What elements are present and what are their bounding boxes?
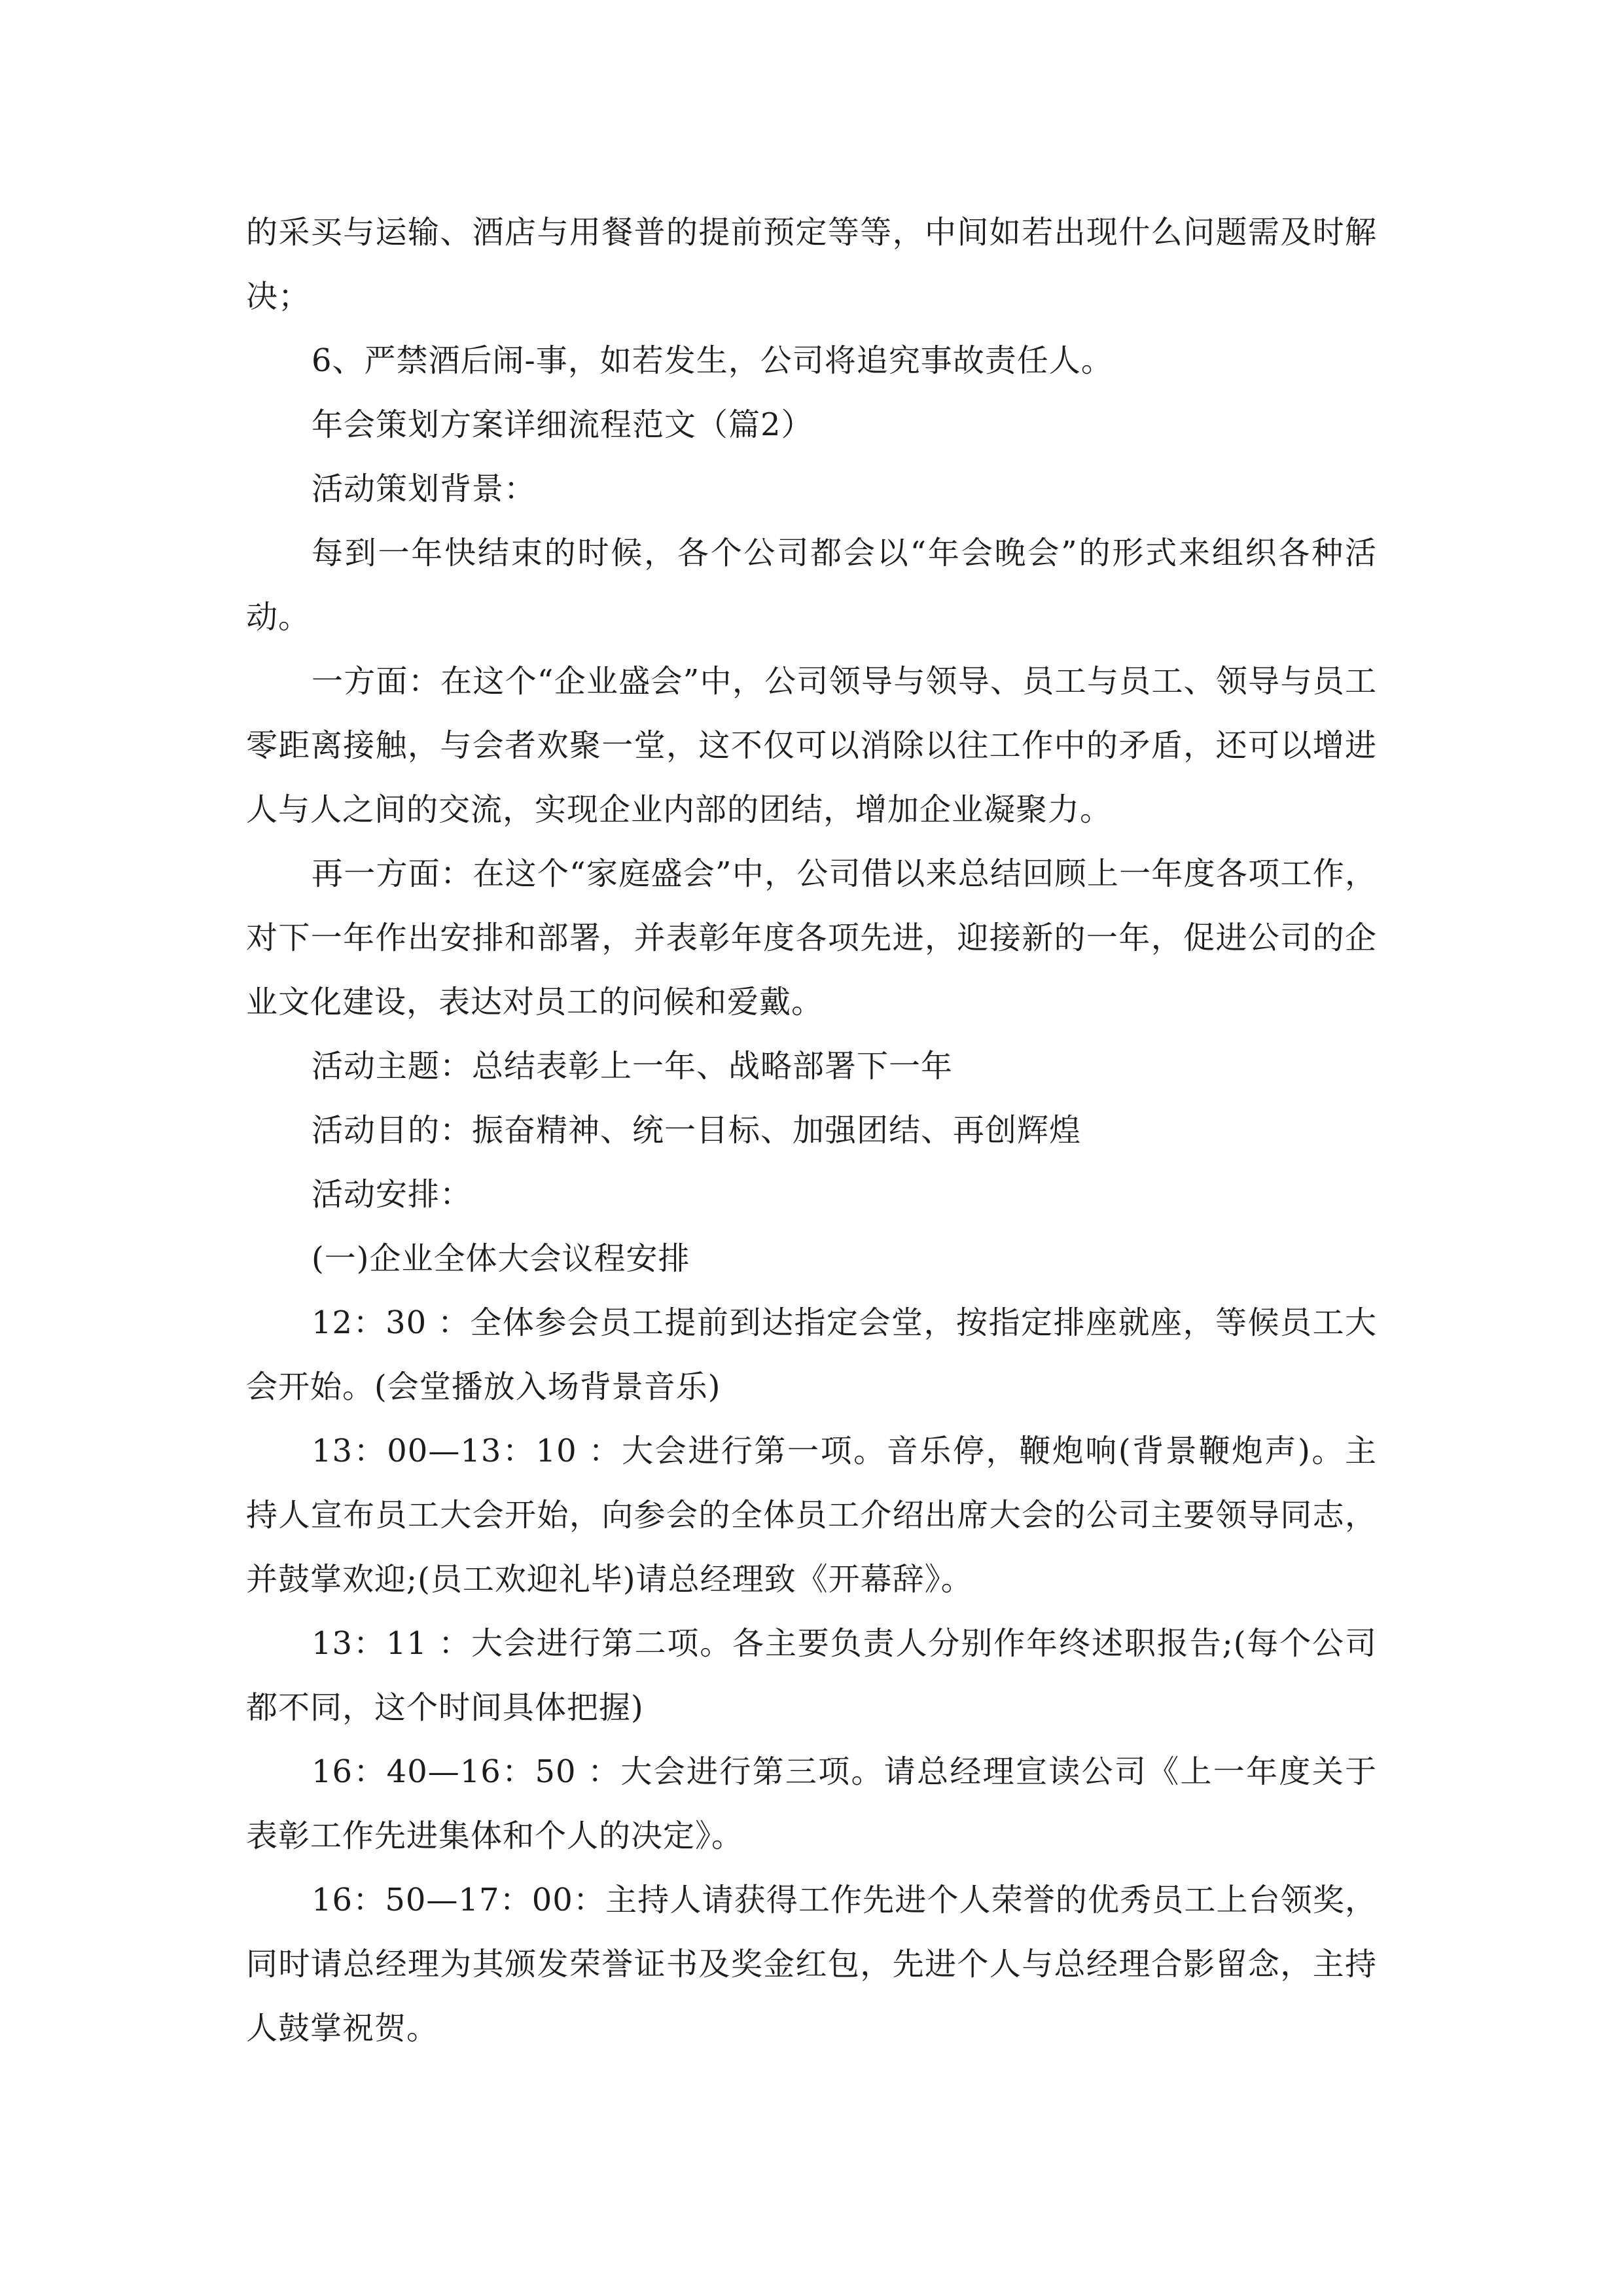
paragraph-purpose: 活动目的：振奋精神、统一目标、加强团结、再创辉煌: [312, 1112, 1082, 1149]
agenda-item-1311: 13：11 ：大会进行第二项。各主要负责人分别作年终述职报告;(每个公司都不同，这个时间具体把握): [246, 1625, 1377, 1726]
agenda-item-1640: 16：40—16：50 ：大会进行第三项。请总经理宣读公司《上一年度关于表彰工作先进集体和个人的决定》。: [246, 1753, 1377, 1854]
document-body: [246, 200, 1377, 2060]
paragraph-background-intro: 每到一年快结束的时候，各个公司都会以“年会晚会”的形式来组织各种活动。: [246, 535, 1377, 636]
heading-agenda: (一)企业全体大会议程安排: [312, 1240, 690, 1277]
paragraph-rule-6: 6、严禁酒后闹-事，如若发生，公司将追究事故责任人。: [312, 342, 1113, 379]
agenda-item-1300: 13：00—13：10 ：大会进行第一项。音乐停，鞭炮响(背景鞭炮声)。主持人宣布员工大会开始，向参会的全体员工介绍出席大会的公司主要领导同志，并鼓掌欢迎;(员工欢迎礼毕)请总经理致《开幕辞》。: [246, 1433, 1377, 1598]
paragraph-continuation: 的采买与运输、酒店与用餐普的提前预定等等，中间如若出现什么问题需及时解决；: [246, 214, 1377, 315]
heading-arrangement: 活动安排：: [312, 1176, 473, 1213]
agenda-item-1650: 16：50—17：00：主持人请获得工作先进个人荣誉的优秀员工上台领奖，同时请总经理为其颁发荣誉证书及奖金红包，先进个人与总经理合影留念，主持人鼓掌祝贺。: [246, 1882, 1377, 2047]
paragraph-first-aspect: 一方面：在这个“企业盛会”中，公司领导与领导、员工与员工、领导与员工零距离接触，与会者欢聚一堂，这不仅可以消除以往工作中的矛盾，还可以增进人与人之间的交流，实现企业内部的团结，增加企业凝聚力。: [246, 663, 1377, 828]
paragraph-second-aspect: 再一方面：在这个“家庭盛会”中，公司借以来总结回顾上一年度各项工作，对下一年作出安排和部署，并表彰年度各项先进，迎接新的一年，促进公司的企业文化建设，表达对员工的问候和爱戴。: [246, 855, 1377, 1020]
section-title: 年会策划方案详细流程范文（篇2）: [312, 406, 813, 443]
agenda-item-1230: 12：30 ：全体参会员工提前到达指定会堂，按指定排座就座，等候员工大会开始。(会堂播放入场背景音乐): [246, 1304, 1377, 1405]
paragraph-theme: 活动主题：总结表彰上一年、战略部署下一年: [312, 1048, 954, 1085]
heading-background: 活动策划背景：: [312, 471, 537, 507]
